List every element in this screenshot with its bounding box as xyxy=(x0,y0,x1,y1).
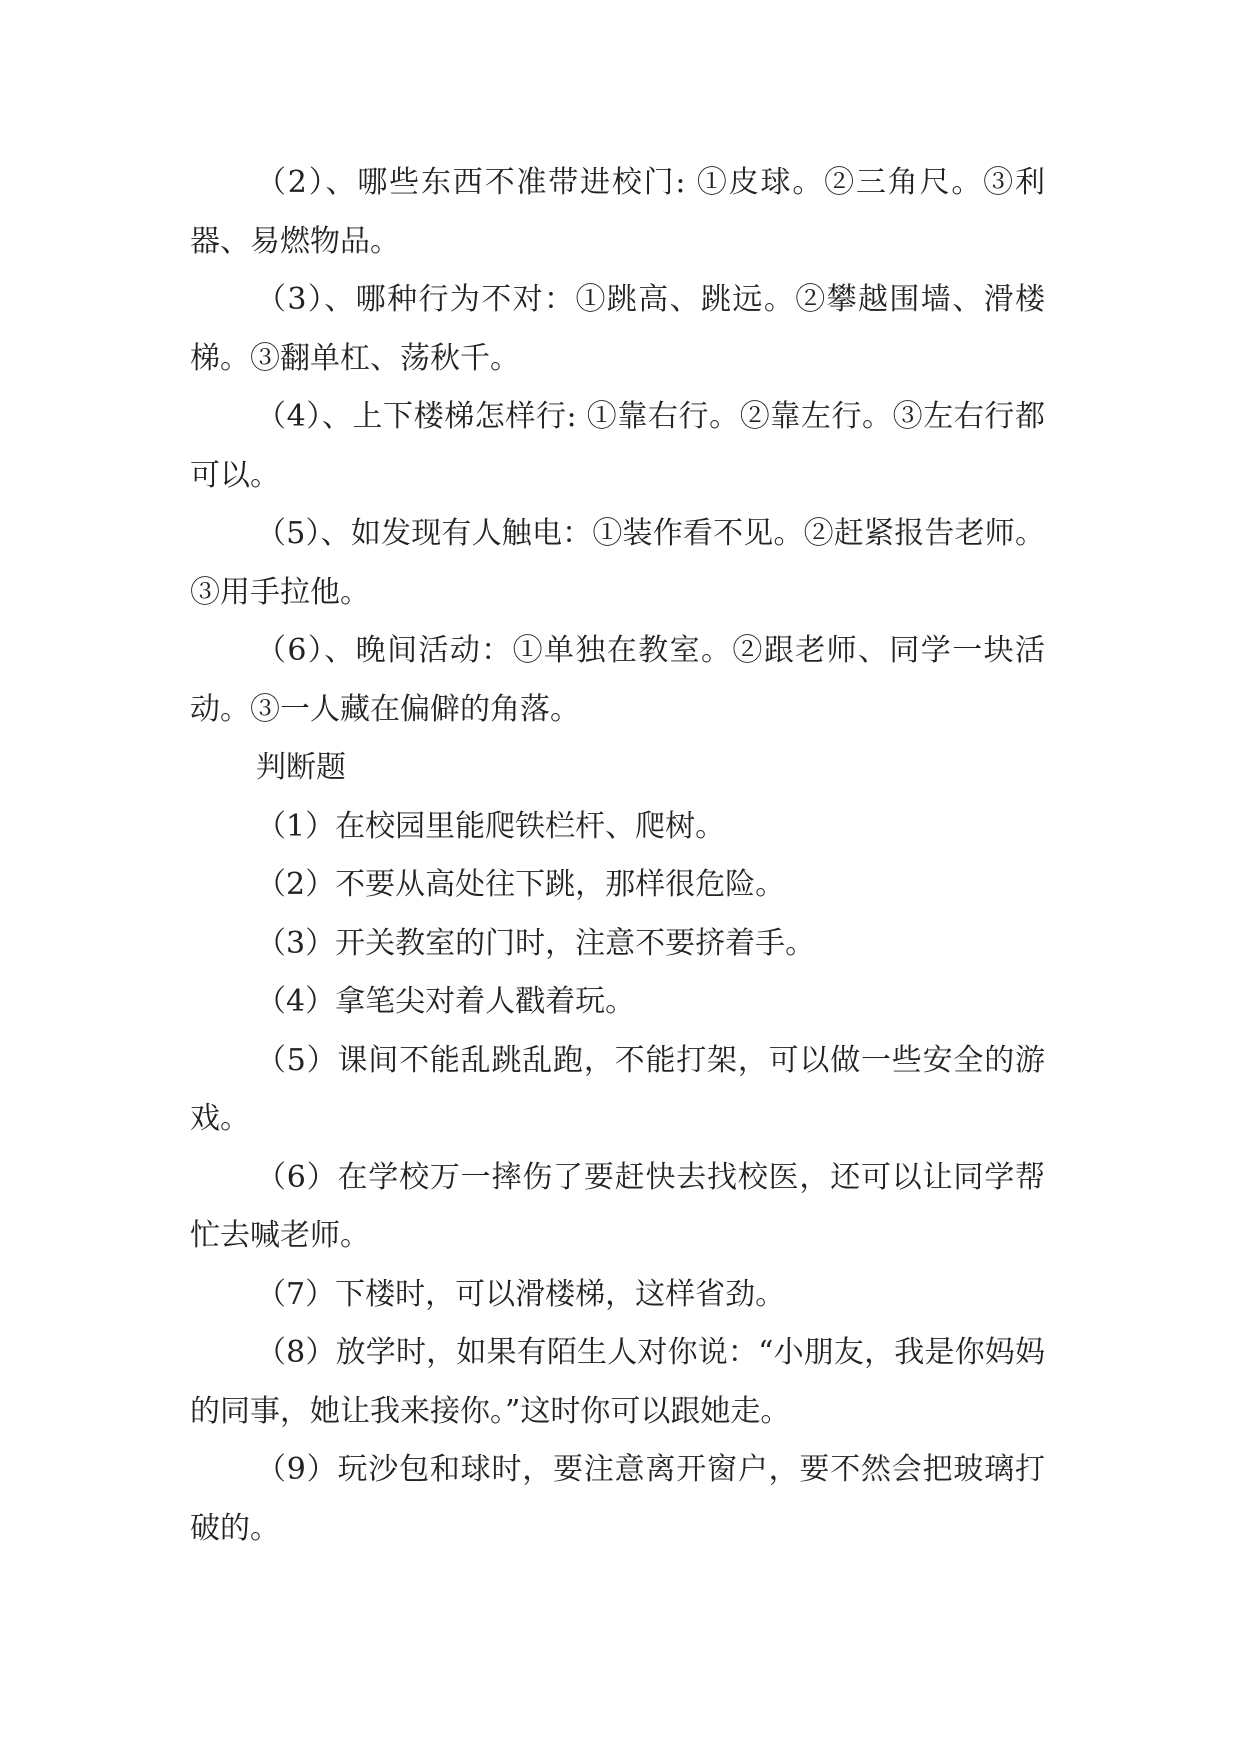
judgment-item-6: （6）在学校万一摔伤了要赶快去找校医，还可以让同学帮忙去喊老师。 xyxy=(190,1159,1045,1253)
judgment-item-8: （8）放学时，如果有陌生人对你说：“小朋友，我是你妈妈的同事，她让我来接你。”这时你可以跟她走。 xyxy=(190,1335,1045,1429)
document-body xyxy=(190,154,1045,1558)
question-4: （4）、上下楼梯怎样行: ①靠右行。②靠左行。③左右行都可以。 xyxy=(190,399,1045,493)
judgment-item-9: （9）玩沙包和球时，要注意离开窗户，要不然会把玻璃打破的。 xyxy=(190,1452,1045,1546)
judgment-item-2: （2）不要从高处往下跳，那样很危险。 xyxy=(256,867,786,902)
judgment-item-7: （7）下楼时，可以滑楼梯，这样省劲。 xyxy=(256,1276,786,1312)
question-6: （6）、晚间活动：①单独在教室。②跟老师、同学一块活动。③一人藏在偏僻的角落。 xyxy=(190,633,1045,727)
question-3: （3）、哪种行为不对：①跳高、跳远。②攀越围墙、滑楼梯。③翻单杠、荡秋千。 xyxy=(190,282,1045,376)
question-5: （5）、如发现有人触电：①装作看不见。②赶紧报告老师。③用手拉他。 xyxy=(190,516,1045,610)
judgment-item-4: （4）拿笔尖对着人戳着玩。 xyxy=(256,984,636,1019)
section-heading-true-false: 判断题 xyxy=(256,750,346,785)
question-2: （2）、哪些东西不准带进校门: ①皮球。②三角尺。③利器、易燃物品。 xyxy=(190,165,1045,259)
judgment-item-5: （5）课间不能乱跳乱跑，不能打架，可以做一些安全的游戏。 xyxy=(190,1042,1045,1136)
judgment-item-3: （3）开关教室的门时，注意不要挤着手。 xyxy=(256,925,816,961)
judgment-item-1: （1）在校园里能爬铁栏杆、爬树。 xyxy=(256,808,726,844)
